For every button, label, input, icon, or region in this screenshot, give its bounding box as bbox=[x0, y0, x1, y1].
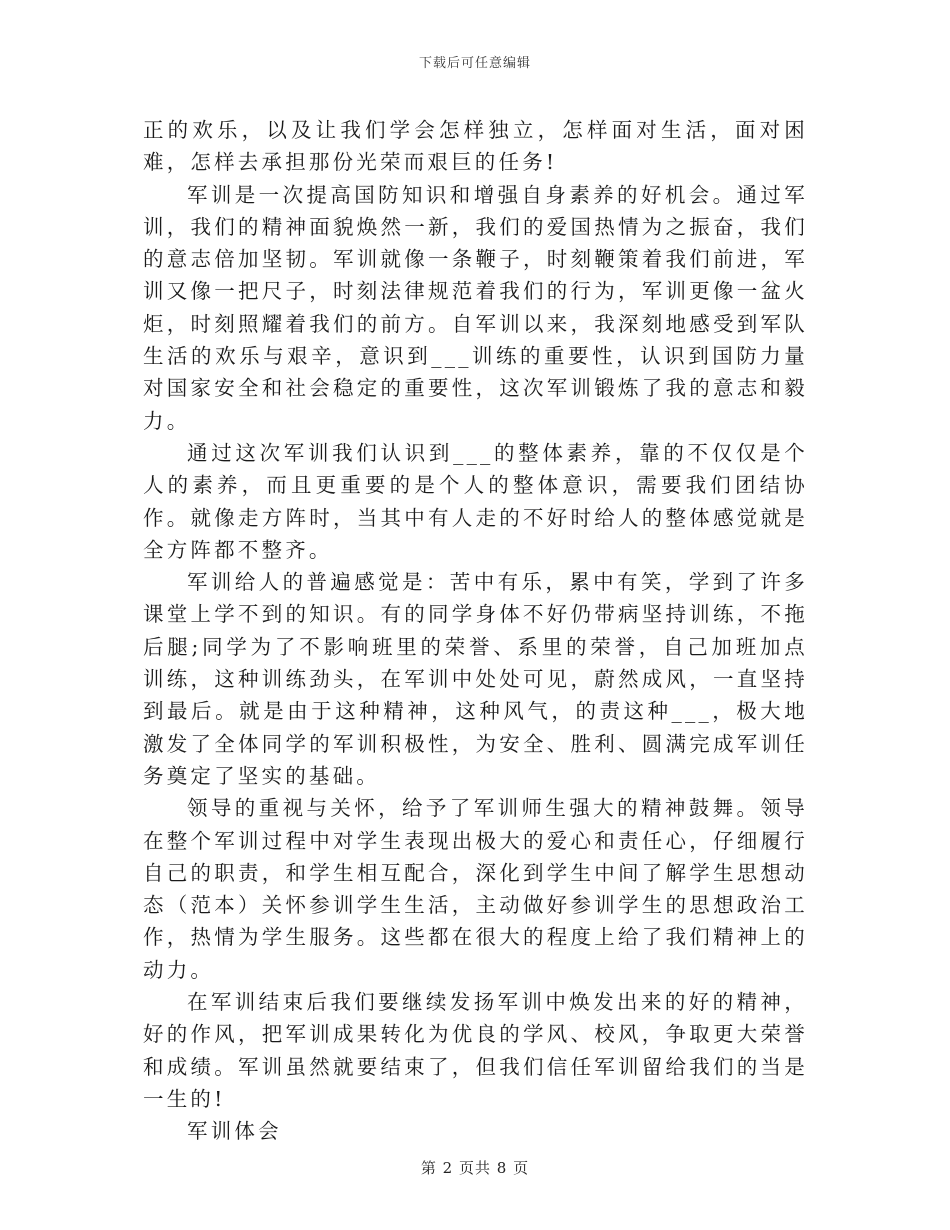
page-header: 下载后可任意编辑 bbox=[418, 56, 531, 71]
document-body bbox=[143, 114, 808, 1148]
section-heading: 军训体会 bbox=[187, 1119, 282, 1144]
paragraph: 领导的重视与关怀，给予了军训师生强大的精神鼓舞。领导在整个军训过程中对学生表现出极大的爱心和责任心，仔细履行自己的职责，和学生相互配合，深化到学生中间了解学生思想动态（范本）关怀参训学生生活，主动做好参训学生的思想政治工作，热情为学生服务。这些都在很大的程度上给了我们精神上的动力。 bbox=[143, 796, 808, 982]
paragraph: 军训是一次提高国防知识和增强自身素养的好机会。通过军训，我们的精神面貌焕然一新，我们的爱国热情为之振奋，我们的意志倍加坚韧。军训就像一条鞭子，时刻鞭策着我们前进，军训又像一把尺子，时刻法律规范着我们的行为，军训更像一盆火炬，时刻照耀着我们的前方。自军训以来，我深刻地感受到军队生活的欢乐与艰辛，意识到___训练的重要性，认识到国防力量对国家安全和社会稳定的重要性，这次军训锻炼了我的意志和毅力。 bbox=[143, 182, 808, 433]
page-number: 第 2 页共 8 页 bbox=[420, 1159, 530, 1177]
paragraph: 在军训结束后我们要继续发扬军训中焕发出来的好的精神，好的作风，把军训成果转化为优良的学风、校风，争取更大荣誉和成绩。军训虽然就要结束了，但我们信任军训留给我们的当是一生的! bbox=[143, 990, 808, 1111]
paragraph: 通过这次军训我们认识到___的整体素养，靠的不仅仅是个人的素养，而且更重要的是个人的整体意识，需要我们团结协作。就像走方阵时，当其中有人走的不好时给人的整体感觉就是全方阵都不整齐。 bbox=[143, 440, 808, 562]
paragraph-continued: 正的欢乐，以及让我们学会怎样独立，怎样面对生活，面对困难，怎样去承担那份光荣而艰巨的任务! bbox=[143, 118, 808, 175]
paragraph: 军训给人的普遍感觉是：苦中有乐，累中有笑，学到了许多课堂上学不到的知识。有的同学身体不好仍带病坚持训练，不拖后腿;同学为了不影响班里的荣誉、系里的荣誉，自己加班加点训练，这种训练劲头，在军训中处处可见，蔚然成风，一直坚持到最后。就是由于这种精神，这种风气，的责这种___，极大地激发了全体同学的军训积极性，为安全、胜利、圆满完成军训任务奠定了坚实的基础。 bbox=[143, 570, 808, 788]
